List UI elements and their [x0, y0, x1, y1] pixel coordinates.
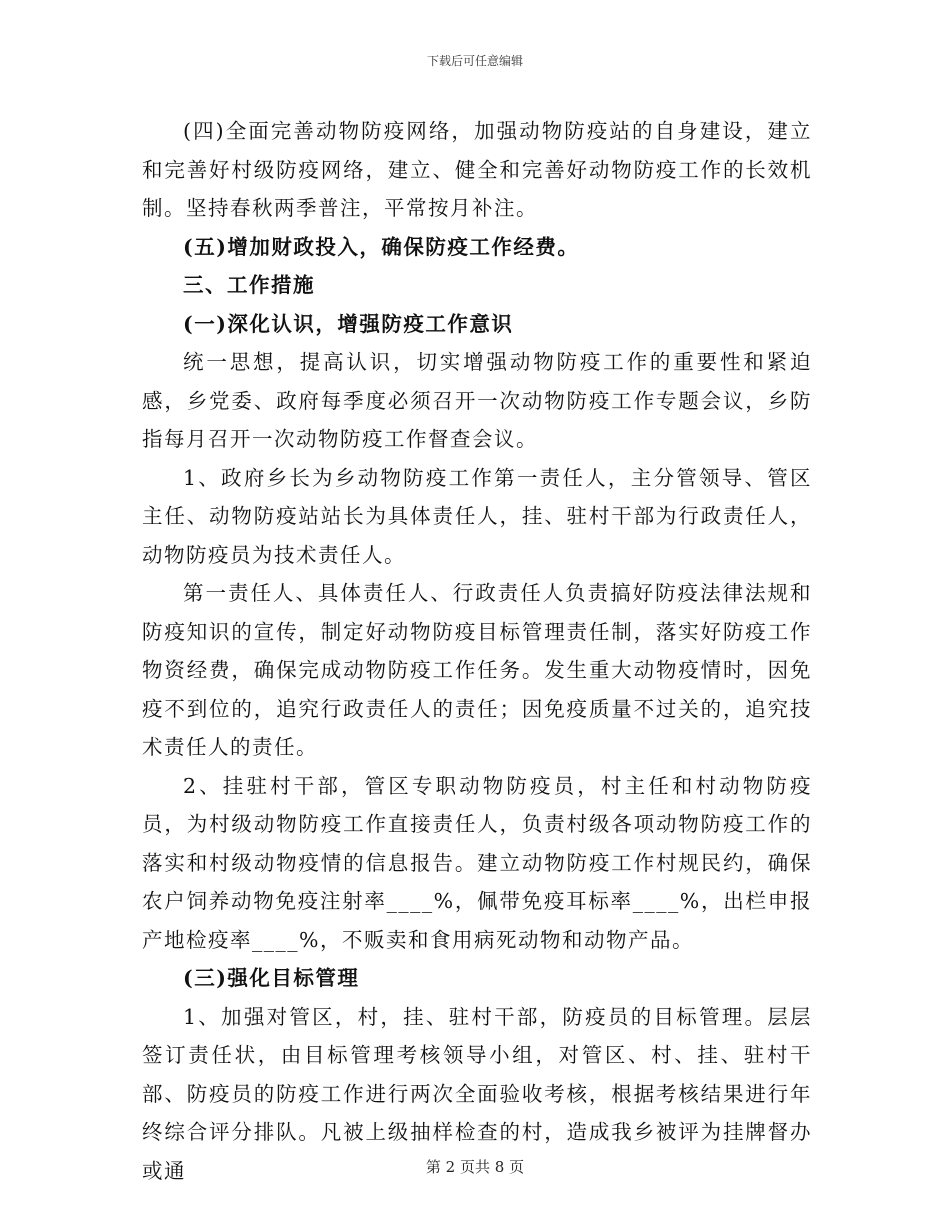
paragraph-item-two: 2、挂驻村干部，管区专职动物防疫员，村主任和村动物防疫员，为村级动物防疫工作直接责任人，负责村级各项动物防疫工作的落实和村级动物疫情的信息报告。建立动物防疫工作村规民约，确保农户饲养动物免疫注射率____%，佩带免疫耳标率____%，出栏申报产地检疫率____%，不贩卖和食用病死动物和动物产品。 — [142, 773, 812, 952]
paragraph-section-four: (四)全面完善动物防疫网络，加强动物防疫站的自身建设，建立和完善好村级防疫网络，建立、健全和完善好动物防疫工作的长效机制。坚持春秋两季普注，平常按月补注。 — [142, 119, 812, 220]
document-body — [142, 112, 812, 1190]
heading-deepen-awareness: (一)深化认识，增强防疫工作意识 — [183, 311, 514, 336]
heading-section-five: (五)增加财政投入，确保防疫工作经费。 — [183, 234, 580, 259]
paragraph-responsibilities: 第一责任人、具体责任人、行政责任人负责搞好防疫法律法规和防疫知识的宣传，制定好动物防疫目标管理责任制，落实好防疫工作物资经费，确保完成动物防疫工作任务。发生重大动物疫情时，因免疫不到位的，追究行政责任人的责任；因免疫质量不过关的，追究技术责任人的责任。 — [142, 581, 812, 759]
paragraph-unify-thinking: 统一思想，提高认识，切实增强动物防疫工作的重要性和紧迫感，乡党委、政府每季度必须召开一次动物防疫工作专题会议，乡防指每月召开一次动物防疫工作督查会议。 — [142, 350, 812, 451]
page-footer: 第 2 页共 8 页 — [425, 1158, 525, 1176]
heading-work-measures: 三、工作措施 — [183, 273, 315, 297]
page-header: 下载后可任意编辑 — [426, 54, 523, 68]
paragraph-item-one: 1、政府乡长为乡动物防疫工作第一责任人，主分管领导、管区主任、动物防疫站站长为具体责任人，挂、驻村干部为行政责任人，动物防疫员为技术责任人。 — [142, 465, 812, 567]
heading-target-management: (三)强化目标管理 — [183, 966, 360, 990]
paragraph-target-item-one: 1、加强对管区，村，挂、驻村干部，防疫员的目标管理。层层签订责任状，由目标管理考核领导小组，对管区、村、挂、驻村干部、防疫员的防疫工作进行两次全面验收考核，根据考核结果进行年终综合评分排队。凡被上级抽样检查的村，造成我乡被评为挂牌督办或通 — [142, 1004, 812, 1183]
